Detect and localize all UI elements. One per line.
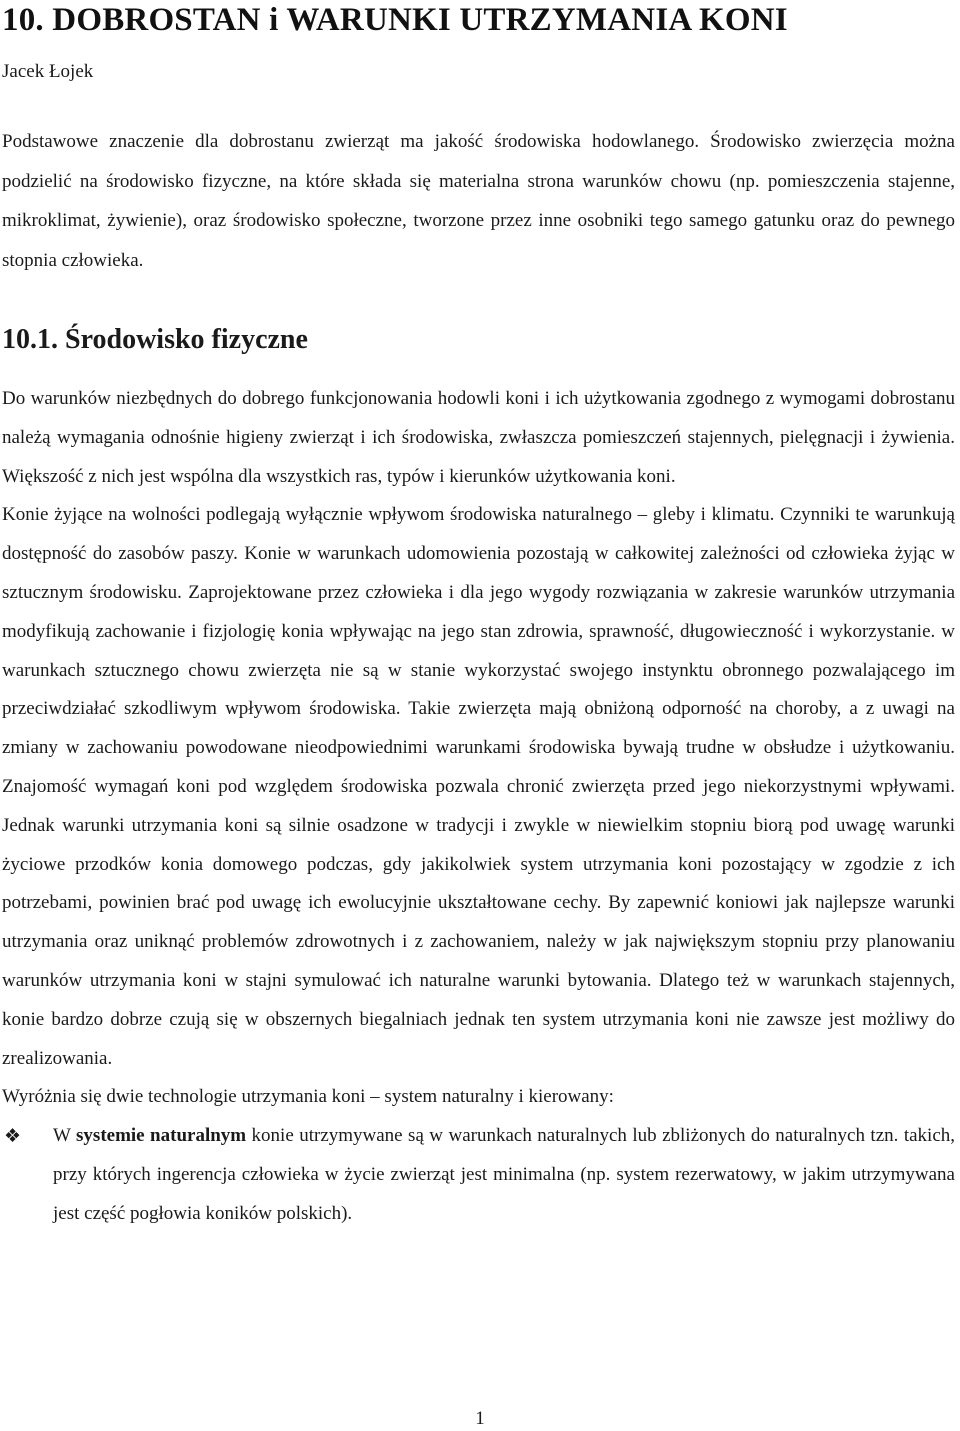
list-item bbox=[2, 1117, 955, 1233]
technology-list bbox=[2, 1117, 955, 1233]
section-body bbox=[2, 380, 955, 1234]
chapter-title: 10. DOBROSTAN i WARUNKI UTRZYMANIA KONI bbox=[2, 2, 788, 38]
section-heading: 10.1. Środowisko fizyczne bbox=[2, 324, 308, 355]
intro-paragraph: Podstawowe znaczenie dla dobrostanu zwierząt ma jakość środowiska hodowlanego. Środowisko zwierzęcia można podzielić na środowisko fizyczne, na które składa się materialna strona warunków chowu (np. pomieszczenia stajenne, mikroklimat, żywienie), oraz środowisko społeczne, tworzone przez inne osobniki tego samego gatunku oraz do pewnego stopnia człowieka. bbox=[2, 131, 955, 271]
paragraph: Do warunków niezbędnych do dobrego funkcjonowania hodowli koni i ich użytkowania zgodnego z wymogami dobrostanu należą wymagania odnośnie higieny zwierząt i ich środowiska, zwłaszcza pomieszczeń stajennych, pielęgnacji i żywienia. Większość z nich jest wspólna dla wszystkich ras, typów i kierunków użytkowania koni. bbox=[2, 388, 955, 487]
paragraph: Konie żyjące na wolności podlegają wyłącznie wpływom środowiska naturalnego – gleby i klimatu. Czynniki te warunkują dostępność do zasobów paszy. Konie w warunkach udomowienia pozostają w całkowitej zależności od człowieka żyjąc w sztucznym środowisku. Zaprojektowane przez człowieka i dla jego wygody rozwiązania w zakresie warunków utrzymania modyfikują zachowanie i fizjologię konia wpływając na jego stan zdrowia, sprawność, długowieczność i wykorzystanie. w warunkach sztucznego chowu zwierzęta nie są w stanie wykorzystać swojego instynktu obronnego pozwalającego im przeciwdziałać szkodliwym wpływom środowiska. Takie zwierzęta mają obniżoną odporność na choroby, a z uwagi na zmiany w zachowaniu powodowane nieodpowiednimi warunkami środowiska bywają trudne w obsłudze i użytkowaniu. Znajomość wymagań koni pod względem środowiska pozwala chronić zwierzęta przed jego niekorzystnymi wpływami. Jednak warunki utrzymania koni są silnie osadzone w tradycji i zwykle w niewielkim stopniu biorą pod uwagę warunki życiowe przodków konia domowego podczas, gdy jakikolwiek system utrzymania koni pozostający w zgodzie z ich potrzebami, powinien brać pod uwagę ich ewolucyjnie ukształtowane cechy. By zapewnić koniowi jak najlepsze warunki utrzymania oraz uniknąć problemów zdrowotnych i z zachowaniem, należy w jak największym stopniu przy planowaniu warunków utrzymania koni w stajni symulować ich naturalne warunki bytowania. Dlatego też w warunkach stajennych, konie bardzo dobrze czują się w obszernych biegalniach jednak ten system utrzymania koni nie zawsze jest możliwy do zrealizowania. bbox=[2, 504, 955, 1069]
diamond-bullet-icon: ❖ bbox=[4, 1125, 22, 1148]
list-item-text: konie utrzymywane są w warunkach naturalnych lub zbliżonych do naturalnych tzn. takich, przy których ingerencja człowieka w życie zwierząt jest minimalna (np. system rezerwatowy, w jakim utrzymywana jest część pogłowia koników polskich). bbox=[53, 1125, 956, 1224]
author: Jacek Łojek bbox=[2, 61, 94, 82]
list-item-prefix: W bbox=[53, 1125, 77, 1147]
page-number: 1 bbox=[475, 1408, 485, 1429]
paragraph: Wyróżnia się dwie technologie utrzymania koni – system naturalny i kierowany: bbox=[2, 1086, 614, 1108]
list-item-term: systemie naturalnym bbox=[76, 1125, 247, 1147]
